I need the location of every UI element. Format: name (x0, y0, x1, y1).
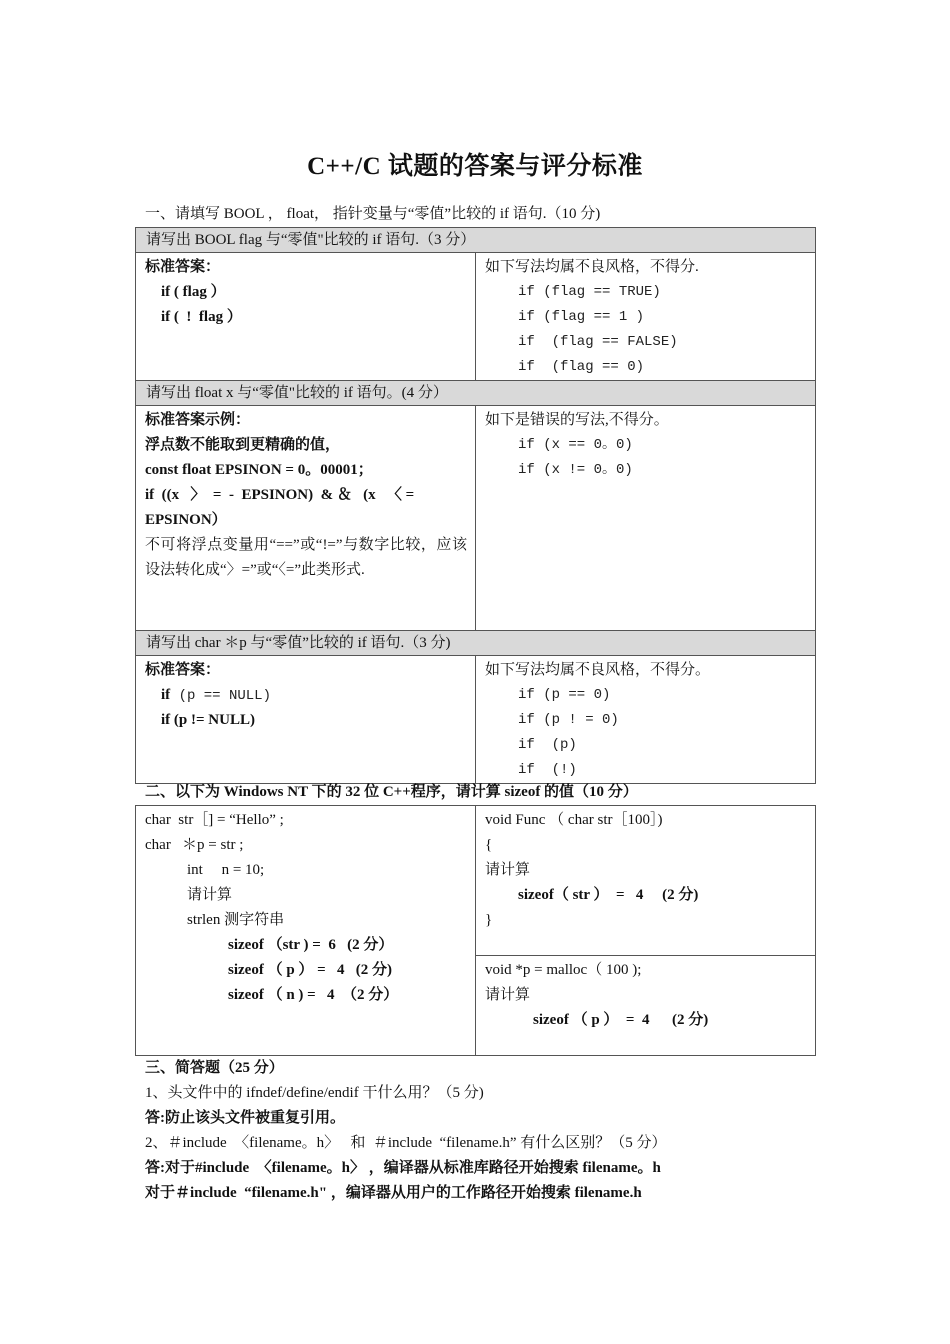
section3-heading: 三、简答题（25 分） (145, 1060, 284, 1076)
code-line: void Func （ char str［100］) (485, 812, 663, 828)
q1-answer-line: if ( flag ） (161, 284, 226, 300)
q3-answer-label: 标准答案： (145, 662, 221, 678)
q2-header: 请写出 float x 与“零值"比较的 if 语句。(4 分） (136, 381, 816, 406)
section3-answer-2-line1: 答:对于#include 〈filename。h〉 ，编译器从标准库路径开始搜索 filename。h (145, 1160, 661, 1176)
q2-answer-line: if ((x 〉 = - EPSINON) & ＆ (x 〈 = (145, 487, 415, 503)
section3-answer-2-line2: 对于＃include “filename.h" ，编译器从用户的工作路径开始搜索 filename.h (145, 1185, 642, 1201)
q2-wrong-example: if (x == 0。0) (518, 437, 633, 453)
q3-bad-style-title: 如下写法均属不良风格，不得分。 (485, 662, 711, 678)
q1-header: 请写出 BOOL flag 与“零值"比较的 if 语句.（3 分） (136, 228, 816, 253)
sizeof-answer: sizeof （str ) = 6 (2 分） (228, 937, 394, 953)
section2-table (135, 805, 816, 1056)
q1-bad-example: if (flag == TRUE) (518, 284, 661, 300)
sizeof-answer: sizeof （ n ) = 4 （2 分） (228, 987, 399, 1003)
code-line: 请计算 (187, 887, 233, 903)
q3-bad-style-cell (476, 656, 816, 784)
code-line: 请计算 (485, 862, 531, 878)
q1-bad-example: if (flag == 0) (518, 359, 645, 375)
code-line: 请计算 (485, 987, 531, 1003)
q3-bad-example: if (p == 0) (518, 687, 611, 703)
q2-wrong-title: 如下是错误的写法,不得分。 (485, 412, 669, 428)
sizeof-answer: sizeof （ p ） = 4 (2 分) (533, 1012, 709, 1028)
sizeof-left-cell (136, 806, 476, 1056)
q3-header: 请写出 char ＊p 与“零值”比较的 if 语句.（3 分) (136, 631, 816, 656)
q3-bad-example: if (!) (518, 762, 577, 778)
q3-answer-line: (p == NULL) (170, 688, 271, 704)
sizeof-func-cell (476, 806, 816, 956)
code-line: strlen 测字符串 (187, 912, 285, 928)
sizeof-answer: sizeof （ p ） = 4 (2 分) (228, 962, 392, 978)
code-line: char ＊p = str ; (145, 837, 244, 853)
q2-answer-cell (136, 406, 476, 631)
code-line: { (485, 837, 493, 853)
q1-bad-style-title: 如下写法均属不良风格，不得分. (485, 259, 699, 275)
q1-bad-example: if (flag == 1 ) (518, 309, 645, 325)
section3-question-1: 1、头文件中的 ifndef/define/endif 干什么用？（5 分) (145, 1085, 484, 1101)
code-line: char str［] = “Hello” ; (145, 812, 284, 828)
q3-answer-cell: 标准答案： if (p == NULL) if (p != NULL) (136, 656, 476, 784)
q2-answer-label: 标准答案示例： (145, 412, 251, 428)
sizeof-malloc-cell (476, 956, 816, 1056)
q2-answer-note: 不可将浮点变量用“==”或“!=”与数字比较，应该设法转化成“〉=”或“〈=”此类形式. (145, 537, 467, 578)
q3-bad-example: if (p ! = 0) (518, 712, 619, 728)
q1-answer-label: 标准答案： (145, 259, 221, 275)
page-title: C++/C 试题的答案与评分标准 (307, 153, 643, 180)
q1-answer-cell (136, 253, 476, 381)
sizeof-answer: sizeof（ str ） = 4 (2 分) (518, 887, 699, 903)
q2-answer-line: 浮点数不能取到更精确的值， (145, 437, 341, 453)
section1-heading: 一、请填写 BOOL ， float， 指针变量与“零值”比较的 if 语句.（10 分) (145, 206, 601, 222)
q2-answer-line: EPSINON） (145, 512, 227, 528)
q1-bad-example: if (flag == FALSE) (518, 334, 678, 350)
q3-bad-example: if (p) (518, 737, 577, 753)
section2-heading: 二、以下为 Windows NT 下的 32 位 C++程序，请计算 sizeof 的值（10 分） (145, 784, 638, 800)
q1-bad-style-cell (476, 253, 816, 381)
q1-answer-line: if ( ! flag ） (161, 309, 242, 325)
code-line: int n = 10; (187, 862, 265, 878)
q2-answer-line: const float EPSINON = 0。00001； (145, 462, 373, 478)
q2-wrong-example: if (x != 0。0) (518, 462, 633, 478)
code-line: } (485, 912, 493, 928)
q3-answer-line: if (p != NULL) (161, 712, 255, 728)
q2-wrong-cell (476, 406, 816, 631)
section1-table (135, 227, 816, 784)
code-line: void *p = malloc（ 100 ); (485, 962, 642, 978)
section3-question-2: 2、＃include 〈filename。h〉 和 ＃include “filename.h” 有什么区别？（5 分） (145, 1135, 667, 1151)
section3-answer-1: 答:防止该头文件被重复引用。 (145, 1110, 345, 1126)
